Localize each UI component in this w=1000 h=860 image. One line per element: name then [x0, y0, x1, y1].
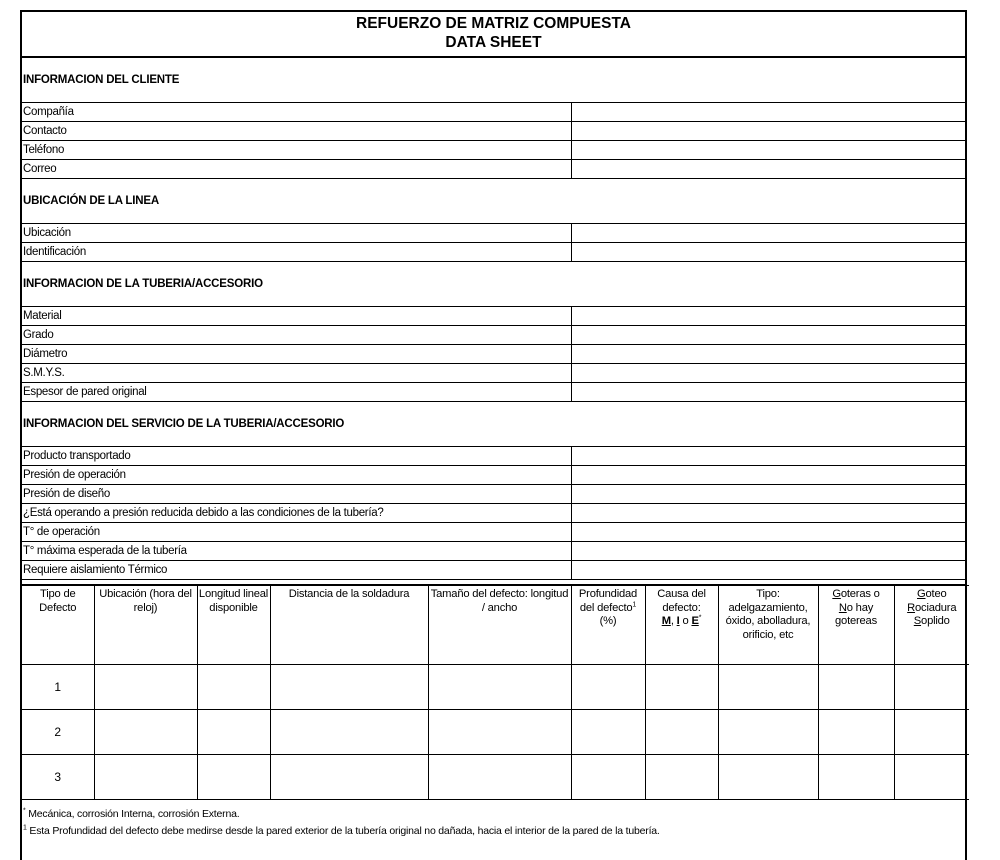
table-cell-input[interactable]	[571, 665, 645, 710]
field-label: Grado	[22, 326, 572, 344]
form-row	[22, 561, 965, 580]
col-distancia: Distancia de la soldadura	[270, 586, 428, 665]
col-goteras: Goteras o No hay gotereas	[818, 586, 894, 665]
field-label: Teléfono	[22, 141, 572, 159]
field-label: Ubicación	[22, 224, 572, 242]
table-cell-input[interactable]	[428, 755, 571, 800]
form-title-line1: REFUERZO DE MATRIZ COMPUESTA	[356, 15, 631, 32]
table-cell-input[interactable]	[197, 665, 270, 710]
form-row	[22, 466, 965, 485]
field-value-input[interactable]	[572, 523, 965, 541]
form-row	[22, 542, 965, 561]
field-value-input[interactable]	[572, 224, 965, 242]
col-tamano: Tamaño del defecto: longitud / ancho	[428, 586, 571, 665]
table-row	[22, 755, 969, 800]
col-profundidad: Profundidad del defecto$^1$ (%)	[571, 586, 645, 665]
field-value-input[interactable]	[572, 504, 965, 522]
table-cell-input[interactable]	[270, 755, 428, 800]
table-cell-input[interactable]	[571, 755, 645, 800]
table-cell-input[interactable]	[718, 665, 818, 710]
table-cell-input[interactable]	[818, 665, 894, 710]
defect-table	[22, 585, 969, 800]
form-row	[22, 103, 965, 122]
defect-table-header	[22, 586, 969, 665]
col-ubicacion: Ubicación (hora del reloj)	[94, 586, 197, 665]
section-header-servicio: INFORMACION DEL SERVICIO DE LA TUBERIA/ACCESORIO	[22, 402, 965, 447]
field-value-input[interactable]	[572, 160, 965, 178]
form-row	[22, 326, 965, 345]
field-label: Presión de operación	[22, 466, 572, 484]
field-label: ¿Está operando a presión reducida debido a las condiciones de la tubería?	[22, 504, 572, 522]
field-value-input[interactable]	[572, 307, 965, 325]
row-number: 1	[22, 665, 94, 710]
form-row	[22, 243, 965, 262]
field-label: Espesor de pared original	[22, 383, 572, 401]
table-cell-input[interactable]	[571, 710, 645, 755]
field-label: Correo	[22, 160, 572, 178]
field-value-input[interactable]	[572, 122, 965, 140]
field-value-input[interactable]	[572, 542, 965, 560]
field-value-input[interactable]	[572, 141, 965, 159]
field-label: S.M.Y.S.	[22, 364, 572, 382]
field-label: Contacto	[22, 122, 572, 140]
field-value-input[interactable]	[572, 326, 965, 344]
table-cell-input[interactable]	[94, 755, 197, 800]
field-label: Compañía	[22, 103, 572, 121]
field-value-input[interactable]	[572, 383, 965, 401]
data-sheet-form	[20, 10, 967, 860]
form-row	[22, 447, 965, 466]
footnote-causa: * Mecánica, corrosión Interna, corrosión Externa.	[23, 807, 240, 820]
table-cell-input[interactable]	[818, 755, 894, 800]
form-row	[22, 307, 965, 326]
footnote-profundidad: $^1$ Esta Profundidad del defecto debe medirse desde la pared exterior de la tubería original no dañada, hacia el interior de la pared de la tubería.	[23, 824, 660, 837]
row-number: 2	[22, 710, 94, 755]
table-cell-input[interactable]	[270, 710, 428, 755]
field-value-input[interactable]	[572, 345, 965, 363]
col-longitud: Longitud lineal disponible	[197, 586, 270, 665]
field-value-input[interactable]	[572, 485, 965, 503]
field-value-input[interactable]	[572, 561, 965, 579]
field-value-input[interactable]	[572, 466, 965, 484]
table-cell-input[interactable]	[270, 665, 428, 710]
field-value-input[interactable]	[572, 364, 965, 382]
col-goteo: Goteo Rociadura Soplido	[894, 586, 969, 665]
field-value-input[interactable]	[572, 103, 965, 121]
table-cell-input[interactable]	[718, 710, 818, 755]
section-header-ubicacion: UBICACIÓN DE LA LINEA	[22, 179, 965, 224]
field-value-input[interactable]	[572, 243, 965, 261]
table-cell-input[interactable]	[94, 710, 197, 755]
form-row	[22, 122, 965, 141]
form-row	[22, 364, 965, 383]
field-label: T° máxima esperada de la tubería	[22, 542, 572, 560]
table-cell-input[interactable]	[428, 665, 571, 710]
form-row	[22, 523, 965, 542]
form-title	[22, 12, 965, 58]
field-label: Diámetro	[22, 345, 572, 363]
form-row	[22, 160, 965, 179]
section-header-tuberia: INFORMACION DE LA TUBERIA/ACCESORIO	[22, 262, 965, 307]
form-row	[22, 383, 965, 402]
table-cell-input[interactable]	[197, 710, 270, 755]
form-row	[22, 504, 965, 523]
form-row	[22, 345, 965, 364]
field-label: T° de operación	[22, 523, 572, 541]
table-cell-input[interactable]	[645, 755, 718, 800]
footnotes	[22, 800, 965, 840]
field-label: Requiere aislamiento Térmico	[22, 561, 572, 579]
table-cell-input[interactable]	[818, 710, 894, 755]
row-number: 3	[22, 755, 94, 800]
field-label: Presión de diseño	[22, 485, 572, 503]
table-cell-input[interactable]	[894, 755, 969, 800]
field-label: Material	[22, 307, 572, 325]
col-causa: Causa del defecto: M, I o E*	[645, 586, 718, 665]
form-row	[22, 224, 965, 243]
table-row	[22, 710, 969, 755]
table-cell-input[interactable]	[94, 665, 197, 710]
field-label: Identificación	[22, 243, 572, 261]
table-cell-input[interactable]	[718, 755, 818, 800]
form-row	[22, 485, 965, 504]
table-cell-input[interactable]	[894, 710, 969, 755]
table-cell-input[interactable]	[645, 665, 718, 710]
form-row	[22, 141, 965, 160]
table-cell-input[interactable]	[428, 710, 571, 755]
col-tipo: Tipo: adelgazamiento, óxido, abolladura, orificio, etc	[718, 586, 818, 665]
table-cell-input[interactable]	[645, 710, 718, 755]
form-title-line2: DATA SHEET	[445, 34, 542, 51]
section-header-cliente: INFORMACION DEL CLIENTE	[22, 58, 965, 103]
table-cell-input[interactable]	[894, 665, 969, 710]
field-label: Producto transportado	[22, 447, 572, 465]
col-tipo-defecto: Tipo de Defecto	[22, 586, 94, 665]
table-cell-input[interactable]	[197, 755, 270, 800]
field-value-input[interactable]	[572, 447, 965, 465]
table-row	[22, 665, 969, 710]
